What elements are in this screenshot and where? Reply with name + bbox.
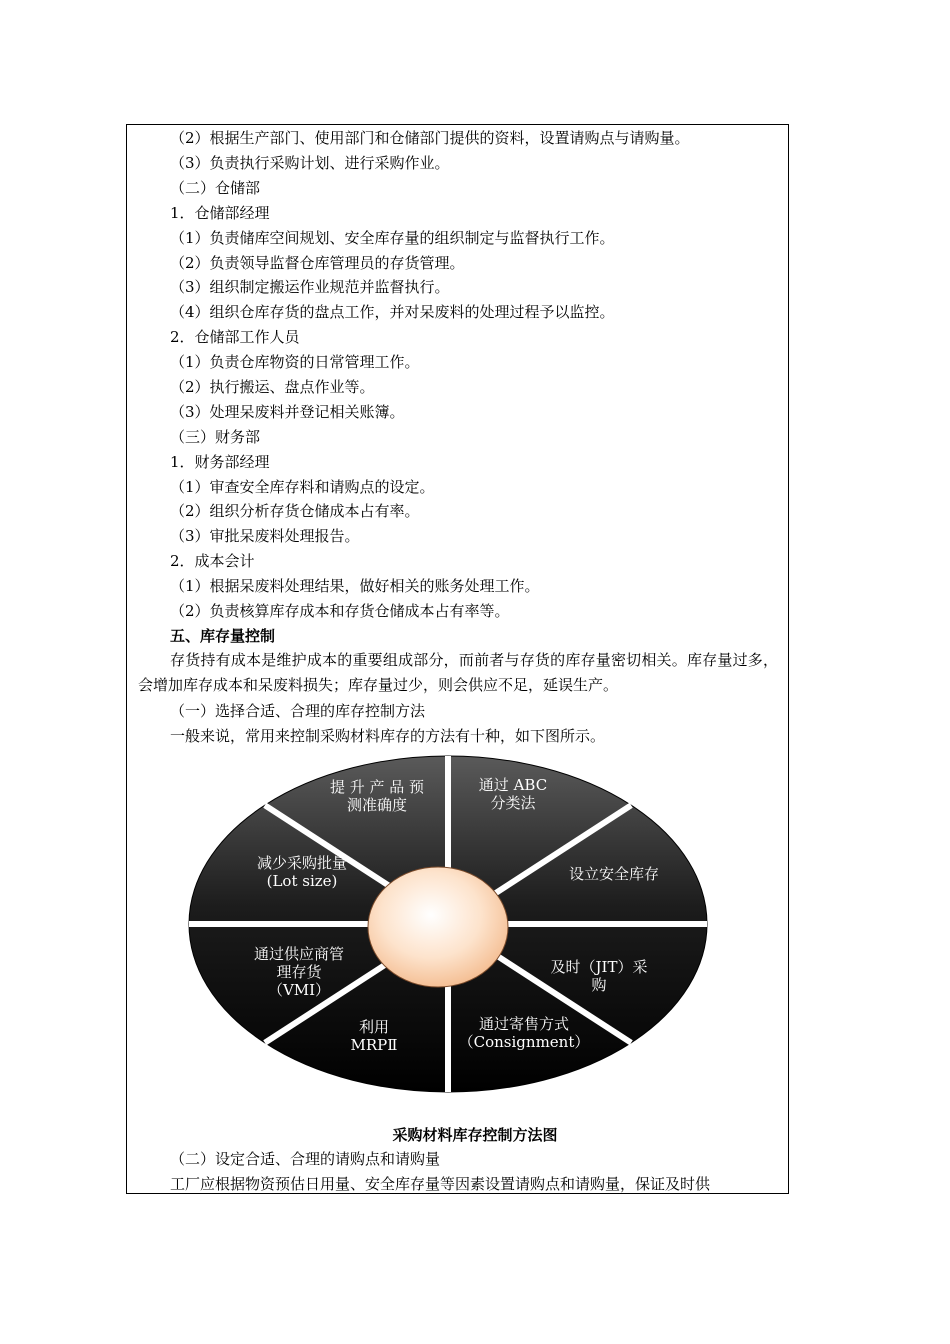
- text-line: 2．成本会计: [170, 552, 255, 570]
- text-line: （4）组织仓库存货的盘点工作，并对呆废料的处理过程予以监控。: [170, 303, 615, 321]
- inventory-control-wheel: [186, 754, 710, 1100]
- text-line: 工厂应根据物资预估日用量、安全库存量等因素设置请购点和请购量，保证及时供: [170, 1175, 711, 1193]
- text-line: （2）组织分析存货仓储成本占有率。: [170, 502, 420, 520]
- wheel-segment-label: 提 升 产 品 预: [329, 778, 425, 796]
- wheel-group: [189, 756, 707, 1092]
- wheel-segment-label: 通过供应商管: [253, 945, 345, 963]
- wheel-segment-label: 及时（JIT）采: [550, 958, 648, 976]
- text-line: （3）组织制定搬运作业规范并监督执行。: [170, 278, 450, 296]
- wheel-segment-label: 购: [591, 976, 607, 994]
- wheel-segment-label: 减少采购批量: [256, 854, 348, 872]
- wheel-segment-label: 理存货: [276, 963, 322, 981]
- wheel-segment-label: 测准确度: [346, 796, 408, 814]
- text-line: （3）处理呆废料并登记相关账簿。: [170, 403, 405, 421]
- heading-warehouse: （二）仓储部: [170, 179, 261, 197]
- wheel-segment-label: 通过寄售方式: [478, 1015, 570, 1033]
- wheel-segment-label: 设立安全库存: [568, 865, 660, 883]
- text-line: （1）审查安全库存料和请购点的设定。: [170, 478, 435, 496]
- wheel-segment-label: MRPⅡ: [350, 1036, 398, 1054]
- text-line: （3）负责执行采购计划、进行采购作业。: [170, 154, 450, 172]
- body-paragraph: 存货持有成本是维护成本的重要组成部分，而前者与存货的库存量密切相关。库存量过多，会增加库存成本和呆废料损失；库存量过少，则会供应不足，延误生产。: [138, 651, 778, 694]
- text-line: （2）执行搬运、盘点作业等。: [170, 378, 375, 396]
- figure-caption: 采购材料库存控制方法图: [392, 1126, 558, 1144]
- subheading-method: （一）选择合适、合理的库存控制方法: [170, 702, 426, 720]
- text-line: 2．仓储部工作人员: [170, 328, 300, 346]
- wheel-segment-label: 通过 ABC: [478, 776, 548, 794]
- text-line: 1．财务部经理: [170, 453, 270, 471]
- intro-text: 一般来说，常用来控制采购材料库存的方法有十种，如下图所示。: [170, 727, 606, 745]
- wheel-segment-label: 利用: [358, 1018, 390, 1036]
- text-line: （3）审批呆废料处理报告。: [170, 527, 360, 545]
- wheel-segment-label: （VMI）: [267, 981, 331, 999]
- subheading-reorder: （二）设定合适、合理的请购点和请购量: [170, 1150, 441, 1168]
- wheel-segment-label: (Lot size): [266, 872, 338, 890]
- wheel-segment-label: 分类法: [490, 794, 536, 812]
- wheel-center-hub: [368, 867, 508, 987]
- heading-finance: （三）财务部: [170, 428, 261, 446]
- text-line: （1）根据呆废料处理结果，做好相关的账务处理工作。: [170, 577, 540, 595]
- section-title: 五、库存量控制: [170, 627, 276, 645]
- wheel-segment-label: （Consignment）: [458, 1033, 590, 1051]
- text-line: （2）负责领导监督仓库管理员的存货管理。: [170, 254, 465, 272]
- text-line: （2）负责核算库存成本和存货仓储成本占有率等。: [170, 602, 510, 620]
- text-line: （1）负责储库空间规划、安全库存量的组织制定与监督执行工作。: [170, 229, 615, 247]
- text-line: （1）负责仓库物资的日常管理工作。: [170, 353, 420, 371]
- text-line: 1．仓储部经理: [170, 204, 270, 222]
- text-line: （2）根据生产部门、使用部门和仓储部门提供的资料，设置请购点与请购量。: [170, 129, 690, 147]
